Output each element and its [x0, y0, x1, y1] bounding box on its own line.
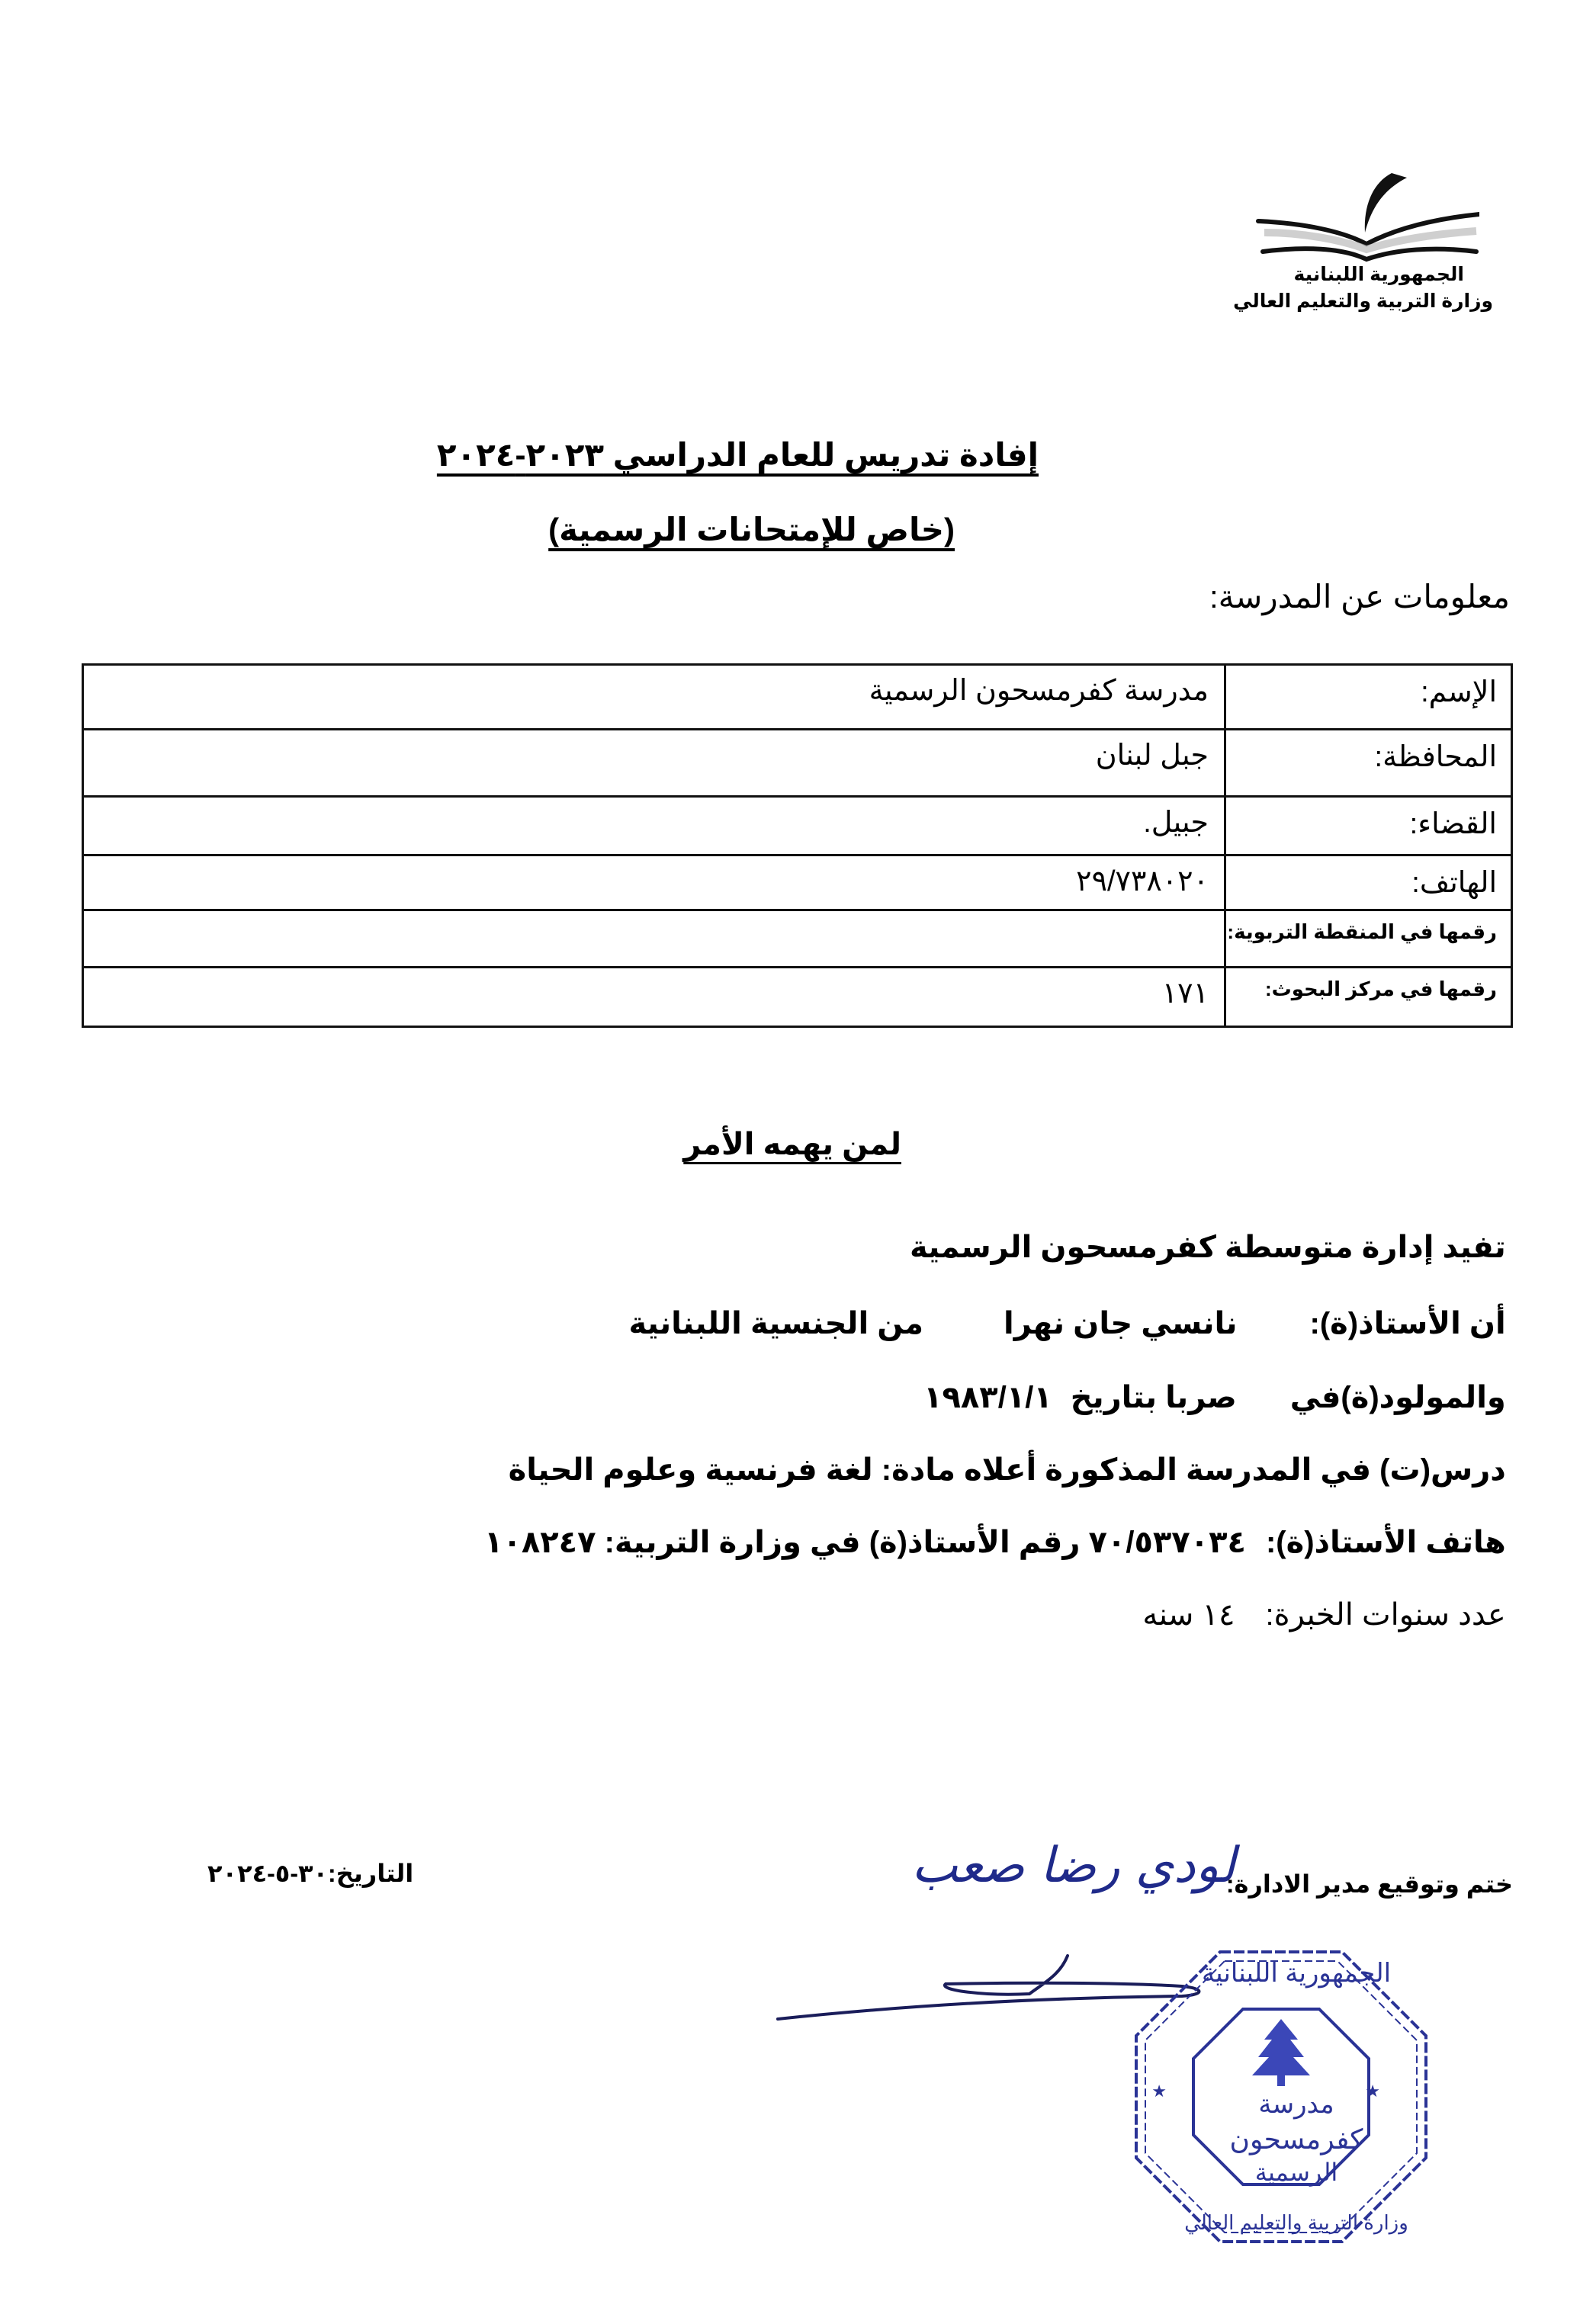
table-row	[83, 665, 1512, 730]
star-icon: ★	[1365, 2082, 1380, 2101]
ministry-number-label: رقم الأستاذ(ة) في وزارة التربية:	[604, 1526, 1081, 1559]
date-value: ٣٠-٥-٢٠٢٤	[207, 1860, 329, 1887]
intro-text: تفيد إدارة متوسطة كفرمسحون الرسمية	[909, 1231, 1506, 1264]
birth-date: ١٩٨٣/١/١	[923, 1381, 1052, 1414]
birth-place: صربا	[1165, 1381, 1237, 1414]
document-subtitle: (خاص للإمتحانات الرسمية)	[548, 512, 955, 547]
open-book-with-quill-icon	[1251, 164, 1479, 263]
school-info-heading: معلومات عن المدرسة:	[1209, 579, 1510, 615]
ministry-name: وزارة التربية والتعليم العالي	[1233, 290, 1493, 312]
row-value: ٢٩/٧٣٨٠٢٠	[83, 855, 1225, 910]
experience-label: عدد سنوات الخبرة:	[1265, 1598, 1506, 1632]
row-value: مدرسة كفرمسحون الرسمية	[83, 665, 1225, 730]
taught-line	[509, 1418, 1523, 1488]
document-title: إفادة تدريس للعام الدراسي ٢٠٢٣-٢٠٢٤	[436, 437, 1039, 473]
star-icon: ★	[1151, 2082, 1167, 2101]
date-label: التاريخ:	[328, 1860, 414, 1887]
row-label: الهاتف:	[1225, 855, 1512, 910]
row-value	[83, 910, 1225, 968]
teacher-phone: ٧٠/٥٣٧٠٣٤	[1088, 1526, 1246, 1559]
row-label: القضاء:	[1225, 797, 1512, 855]
republic-name: الجمهورية اللبنانية	[1293, 264, 1464, 285]
row-value: ١٧١	[83, 968, 1225, 1027]
row-value: جبيل.	[83, 797, 1225, 855]
row-label: رقمها في مركز البحوث:	[1225, 968, 1512, 1027]
stamp-inner-line2: كفرمسحون	[1229, 2123, 1363, 2155]
document-date	[207, 1859, 413, 1888]
stamp-inner-line3: الرسمية	[1254, 2159, 1338, 2186]
table-row	[83, 910, 1512, 968]
experience-value: ١٤ سنه	[1142, 1598, 1235, 1632]
to-whom-heading: لمن يهمه الأمر	[683, 1128, 901, 1161]
row-value: جبل لبنان	[83, 730, 1225, 797]
stamp-outer-top: الجمهورية اللبنانية	[1201, 1959, 1392, 1988]
stamp-outer-bottom: وزارة التربية والتعليم العالي	[1184, 2211, 1408, 2234]
row-label: المحافظة:	[1225, 730, 1512, 797]
nationality: من الجنسية اللبنانية	[628, 1307, 924, 1340]
birth-line	[923, 1346, 1523, 1415]
row-label: الإسم:	[1225, 665, 1512, 730]
table-row	[83, 730, 1512, 797]
cedar-tree-icon	[1252, 2019, 1310, 2086]
ministry-number: ١٠٨٢٤٧	[484, 1526, 596, 1559]
phone-label: هاتف الأستاذ(ة):	[1265, 1526, 1506, 1559]
teacher-label: أن الأستاذ(ة):	[1309, 1307, 1506, 1340]
signature-label: ختم وتوقيع مدير الادارة:	[1225, 1870, 1513, 1898]
birth-date-label: بتاريخ	[1070, 1381, 1158, 1414]
born-label: والمولود(ة)في	[1289, 1381, 1506, 1414]
intro-line	[910, 1196, 1523, 1265]
table-row	[83, 855, 1512, 910]
teacher-line	[629, 1272, 1523, 1341]
row-label: رقمها في المنقطة التربوية:	[1225, 910, 1512, 968]
table-row	[83, 797, 1512, 855]
teacher-name: نانسي جان نهرا	[1004, 1307, 1238, 1340]
taught-text: درس(ت) في المدرسة المذكورة أعلاه مادة: لغة فرنسية وعلوم الحياة	[508, 1453, 1506, 1487]
ministry-logo	[1220, 164, 1510, 332]
handwritten-signature: لودي رضا صعب	[911, 1838, 1235, 1894]
stamp-inner-line1: مدرسة	[1258, 2090, 1334, 2119]
school-info-table	[82, 663, 1513, 1028]
experience-line	[1142, 1563, 1523, 1632]
phone-line	[484, 1491, 1523, 1560]
table-row	[83, 968, 1512, 1027]
